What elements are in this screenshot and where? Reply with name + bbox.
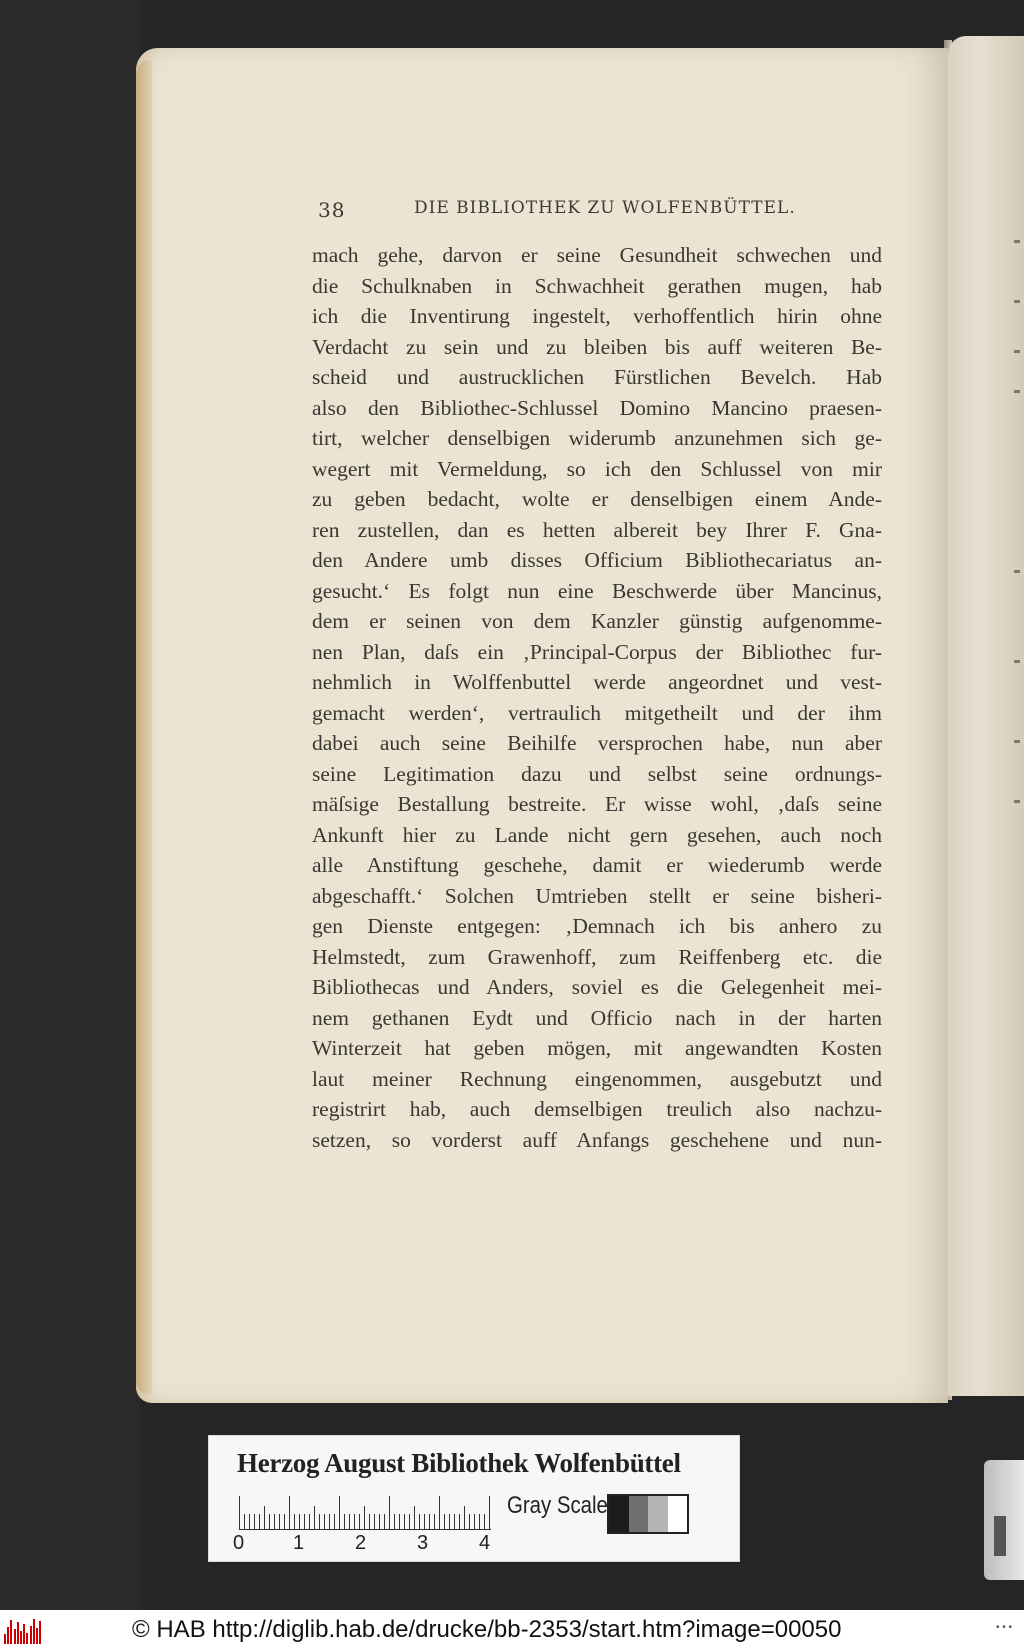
ruler-tick <box>449 1514 450 1530</box>
ruler-tick <box>304 1514 305 1530</box>
text-line: alle Anstiftung geschehe, damit er wiederumb werde <box>312 853 882 877</box>
ruler-tick <box>479 1514 480 1530</box>
ruler-tick <box>339 1496 340 1530</box>
footer-copyright-link[interactable]: © HAB http://diglib.hab.de/drucke/bb-2353/start.htm?image=00050 <box>132 1616 842 1643</box>
ruler-tick <box>414 1506 415 1530</box>
text-line: abgeschafft.‘ Solchen Umtrieben stellt er seine bisheri- <box>312 883 882 908</box>
ruler-numbers <box>233 1532 513 1556</box>
ruler-tick <box>464 1506 465 1530</box>
text-line: dem er seinen von dem Kanzler günstig aufgenomme- <box>312 609 882 633</box>
ruler-tick <box>364 1506 365 1530</box>
footer-bar <box>0 1610 1024 1651</box>
gray-swatch <box>629 1496 649 1532</box>
logo-bar <box>30 1626 32 1644</box>
text-line: die Schulknaben in Schwachheit gerathen mugen, hab <box>312 273 882 298</box>
text-line: den Andere umb disses Officium Bibliothecariatus an- <box>312 548 882 572</box>
text-line: seine Legitimation dazu und selbst seine ordnungs- <box>312 761 882 786</box>
ruler-tick <box>279 1514 280 1530</box>
text-line: scheid und austrucklichen Fürstlichen Bevelch. Hab <box>312 365 882 389</box>
gray-swatch <box>668 1496 688 1532</box>
ruler-tick <box>324 1514 325 1530</box>
ruler-tick <box>344 1514 345 1530</box>
ruler-tick <box>399 1514 400 1530</box>
ruler-tick <box>259 1514 260 1530</box>
ruler-tick <box>309 1514 310 1530</box>
text-line: nem gethanen Eydt und Officio nach in der harten <box>312 1005 882 1030</box>
text-line: Verdacht zu sein und zu bleiben bis auff weiteren Be- <box>312 334 882 359</box>
text-line: mach gehe, darvon er seine Gesundheit schwechen und <box>312 243 882 267</box>
text-line: mäſsige Bestallung bestreite. Er wisse wohl, ‚daſs seine <box>312 792 882 816</box>
text-line: also den Bibliothec-Schlussel Domino Mancino praesen- <box>312 395 882 420</box>
ruler-number: 1 <box>293 1532 305 1554</box>
ruler-tick <box>254 1514 255 1530</box>
logo-bar <box>4 1634 6 1644</box>
ruler-tick <box>454 1514 455 1530</box>
ruler-baseline <box>239 1529 491 1530</box>
page-body-text <box>312 240 882 1155</box>
ruler-tick <box>474 1514 475 1530</box>
text-line: ren zustellen, dan es hetten albereit bey Ihrer F. Gna- <box>312 517 882 542</box>
ruler-number: 2 <box>355 1532 367 1554</box>
ruler-tick <box>394 1514 395 1530</box>
library-title: Herzog August Bibliothek Wolfenbüttel <box>237 1448 681 1478</box>
text-line: gesucht.‘ Es folgt nun eine Beschwerde über Mancinus, <box>312 578 882 603</box>
running-head-title: DIE BIBLIOTHEK ZU WOLFENBÜTTEL. <box>414 198 796 218</box>
ruler-tick <box>274 1514 275 1530</box>
ruler-tick <box>319 1514 320 1530</box>
gray-swatch <box>648 1496 668 1532</box>
running-head <box>318 198 878 222</box>
ruler-tick <box>459 1514 460 1530</box>
text-line: Bibliothecas und Anders, soviel es die Gelegenheit mei- <box>312 975 882 999</box>
logo-bar <box>23 1624 25 1644</box>
text-line: gemacht werden‘, vertraulich mitgetheilt und der ihm <box>312 700 882 725</box>
ruler-tick <box>289 1496 290 1530</box>
ruler-tick <box>334 1514 335 1530</box>
ruler-tick <box>419 1514 420 1530</box>
text-line: Helmstedt, zum Grawenhoff, zum Reiffenberg etc. die <box>312 944 882 969</box>
ruler-tick <box>489 1496 490 1530</box>
logo-bar <box>7 1627 9 1644</box>
ruler-tick <box>244 1514 245 1530</box>
ruler-tick <box>434 1514 435 1530</box>
logo-bar <box>33 1619 35 1644</box>
ruler-tick <box>314 1506 315 1530</box>
logo-bar <box>10 1620 12 1644</box>
calibration-card <box>208 1435 740 1562</box>
text-line: nen Plan, daſs ein ‚Principal-Corpus der Bibliothec fur- <box>312 639 882 664</box>
ruler-number: 0 <box>233 1532 245 1554</box>
ruler-tick <box>239 1496 240 1530</box>
ruler-number: 3 <box>417 1532 429 1554</box>
logo-bar <box>26 1633 28 1644</box>
ruler-tick <box>469 1514 470 1530</box>
logo-bar <box>14 1629 16 1644</box>
text-line: nehmlich in Wolffenbuttel werde angeordnet und vest- <box>312 670 882 694</box>
side-object <box>984 1460 1024 1580</box>
gray-scale-label: Gray Scale <box>507 1492 608 1519</box>
ruler-tick <box>264 1506 265 1530</box>
gray-swatch <box>609 1496 629 1532</box>
ruler-tick <box>299 1514 300 1530</box>
logo-bar <box>39 1621 41 1644</box>
ruler-tick <box>389 1496 390 1530</box>
ruler-tick <box>424 1514 425 1530</box>
text-line: registrirt hab, auch demselbigen treulich also nachzu- <box>312 1097 882 1121</box>
text-line: setzen, so vorderst auff Anfangs geschehene und nun- <box>312 1127 882 1152</box>
ruler-tick <box>374 1514 375 1530</box>
ruler-tick <box>384 1514 385 1530</box>
ruler-tick <box>329 1514 330 1530</box>
page-edge <box>136 60 152 1395</box>
page-number: 38 <box>318 198 346 222</box>
logo-bar <box>36 1628 38 1644</box>
text-line: zu geben bedacht, wolte er denselbigen einem Ande- <box>312 487 882 511</box>
logo-bar <box>17 1622 19 1644</box>
text-line: gen Dienste entgegen: ‚Demnach ich bis anhero zu <box>312 914 882 938</box>
text-line: tirt, welcher denselbigen widerumb anzunehmen sich ge- <box>312 426 882 450</box>
ruler-tick <box>409 1514 410 1530</box>
ruler-tick <box>429 1514 430 1530</box>
ruler-tick <box>444 1514 445 1530</box>
ruler-tick <box>349 1514 350 1530</box>
logo-bar <box>20 1631 22 1644</box>
ruler-tick <box>269 1514 270 1530</box>
gray-scale-strip <box>607 1494 689 1534</box>
ruler-tick <box>354 1514 355 1530</box>
ruler-tick <box>379 1514 380 1530</box>
ruler-tick <box>284 1514 285 1530</box>
ruler-tick <box>369 1514 370 1530</box>
ruler-tick <box>484 1514 485 1530</box>
ruler-tick <box>404 1514 405 1530</box>
ruler-tick <box>249 1514 250 1530</box>
text-line: Winterzeit hat geben mögen, mit angewandten Kosten <box>312 1036 882 1060</box>
facing-page-marks <box>1014 240 1024 940</box>
ruler-tick <box>439 1496 440 1530</box>
facing-page <box>948 36 1024 1396</box>
text-line: dabei auch seine Beihilfe versprochen habe, nun aber <box>312 731 882 755</box>
ruler-tick <box>294 1514 295 1530</box>
text-line: ich die Inventirung ingestelt, verhoffentlich hirin ohne <box>312 304 882 328</box>
footer-dots-icon: • • • <box>995 1622 1012 1633</box>
scale-ruler <box>239 1494 499 1530</box>
ruler-number: 4 <box>479 1532 491 1554</box>
text-line: Ankunft hier zu Lande nicht gern gesehen, auch noch <box>312 822 882 847</box>
text-line: laut meiner Rechnung eingenommen, ausgebutzt und <box>312 1066 882 1091</box>
scanner-background <box>0 0 140 1610</box>
hab-logo-icon <box>4 1618 44 1644</box>
ruler-tick <box>359 1514 360 1530</box>
text-line: wegert mit Vermeldung, so ich den Schlussel von mir <box>312 456 882 481</box>
